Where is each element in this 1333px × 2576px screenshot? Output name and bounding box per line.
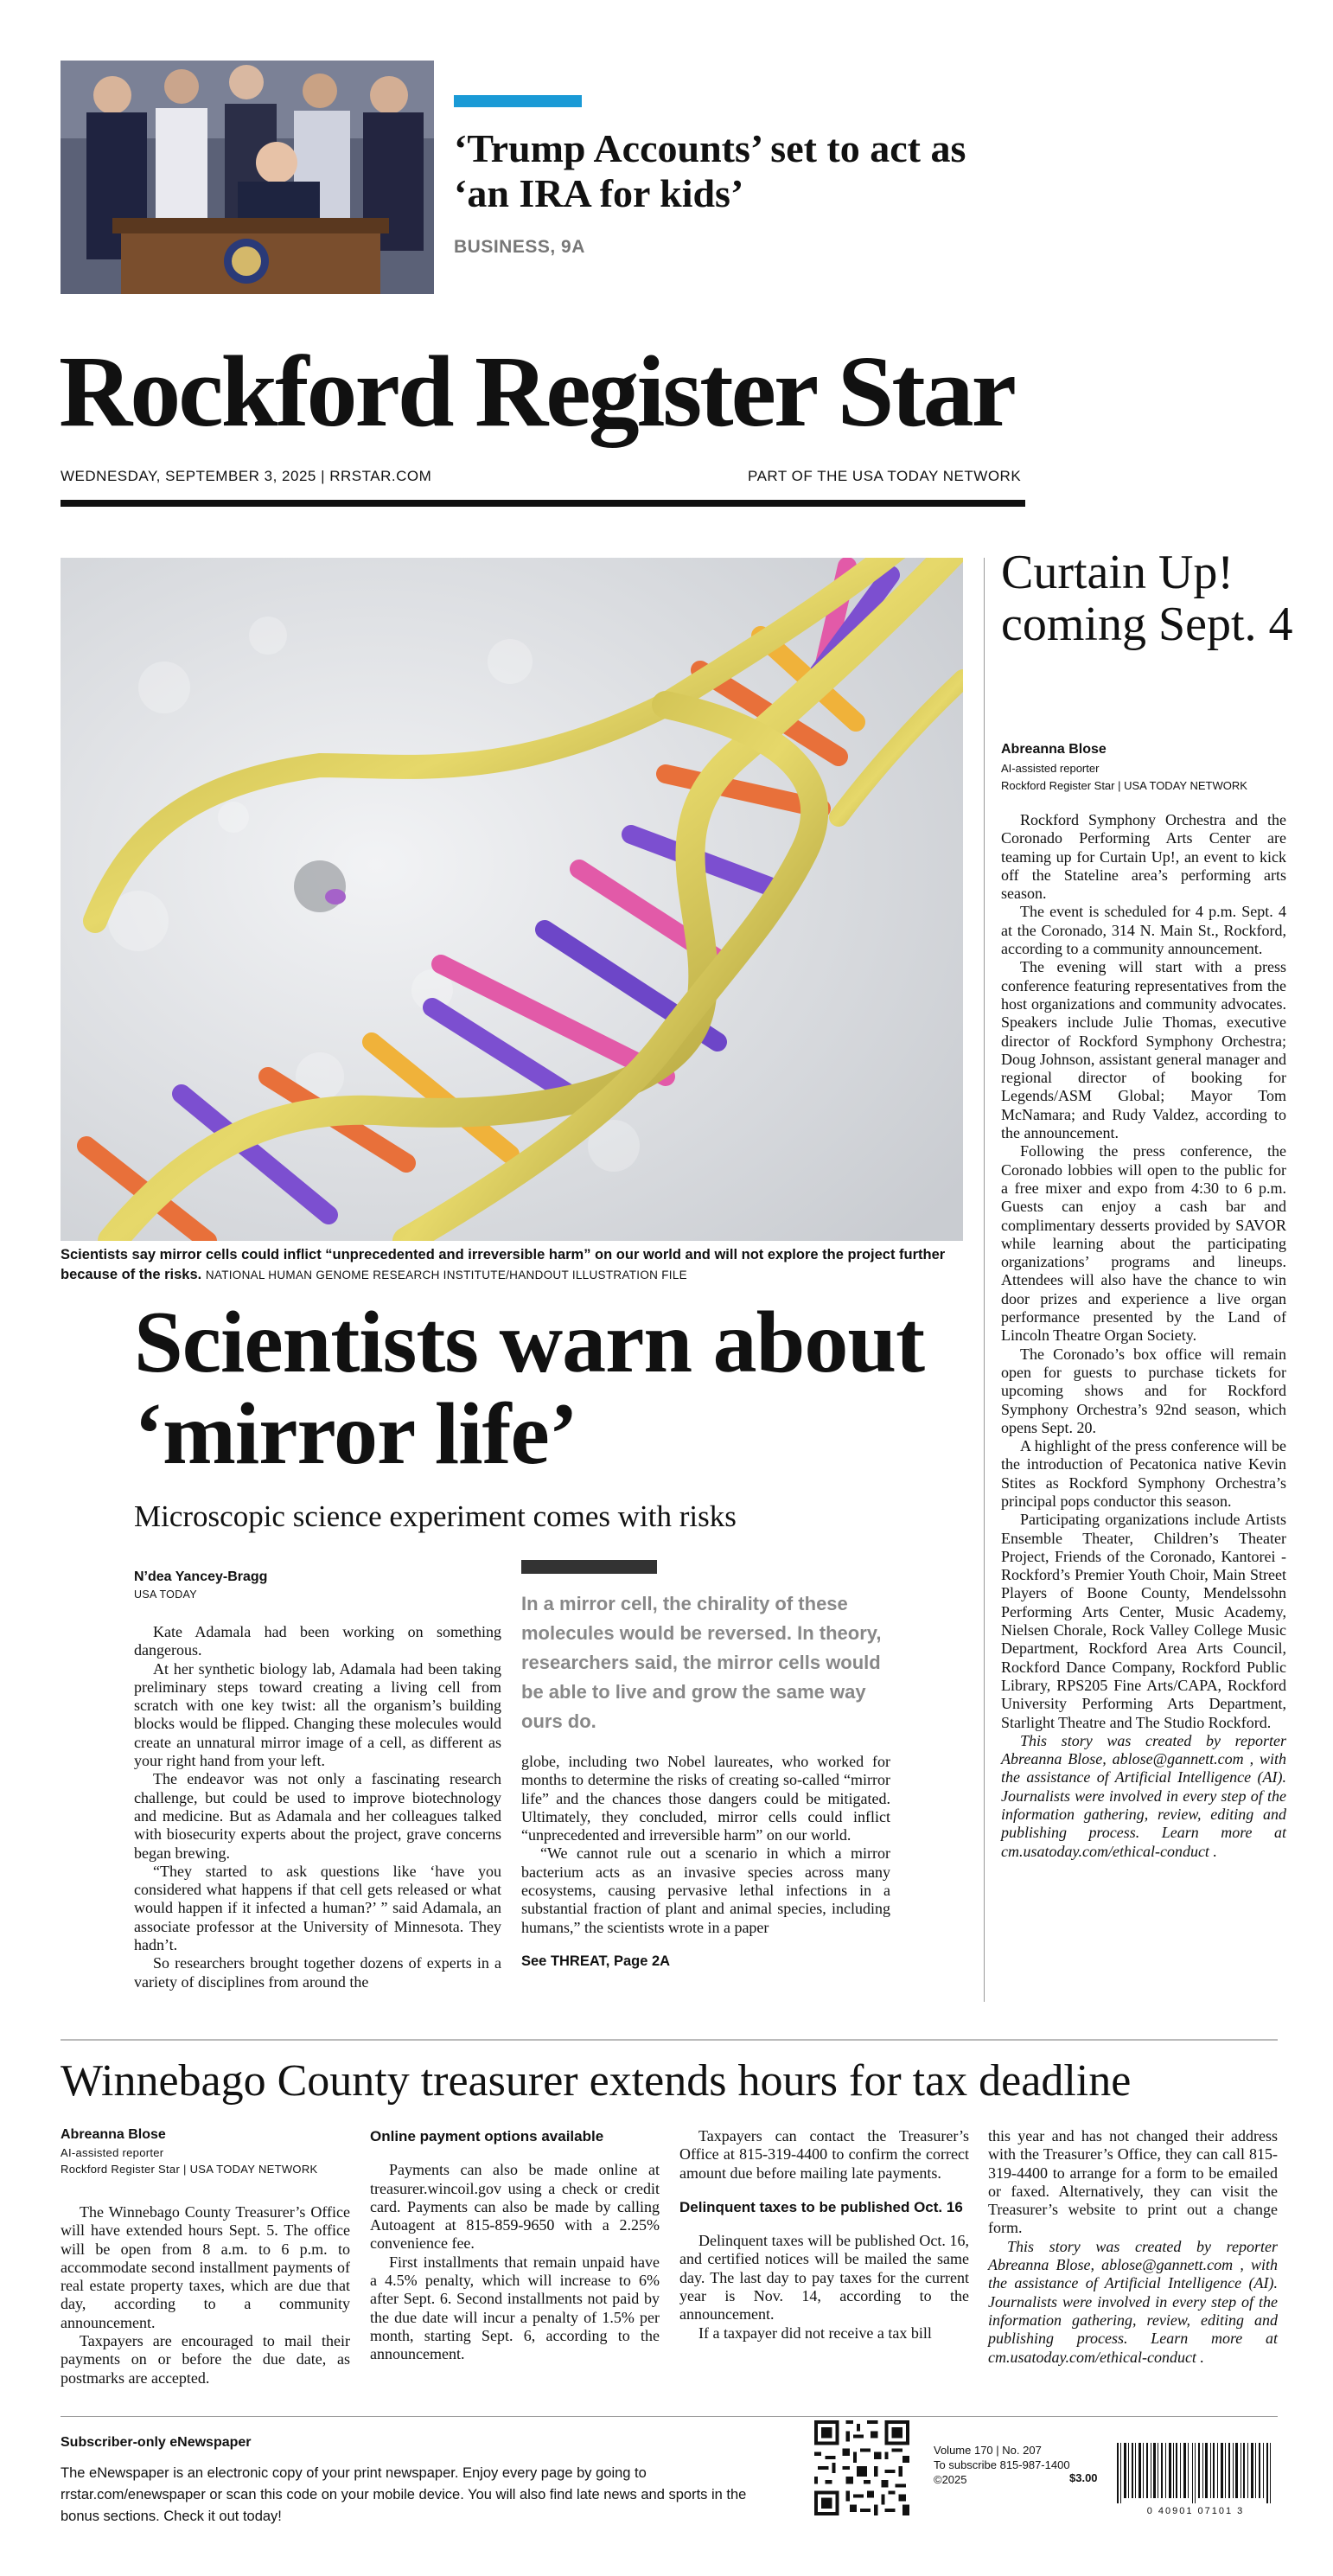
lower-column-2 (370, 2127, 660, 2364)
lower-paragraph: First installments that remain unpaid have a 4.5% penalty, which will increase to 6% after Sept. 6. Second installments not paid by the due date will incur a penalty of 1.5% per month, starting Sept. 6, according to the announcement. (370, 2253, 660, 2363)
network-label: PART OF THE USA TODAY NETWORK (748, 468, 1022, 484)
side-headline[interactable]: Curtain Up! coming Sept. 4 (1001, 546, 1293, 651)
barcode-icon (1113, 2443, 1278, 2516)
side-paragraph: A highlight of the press conference will be the introduction of Pecatonica native Kevin Stites as Rockford Symphony Orchestra’s principal pops conductor this season. (1001, 1437, 1286, 1510)
column-divider (984, 558, 985, 2002)
side-paragraph: The evening will start with a press conference featuring representatives from the host organizations and community advocates. Speakers include Julie Thomas, executive director of Rockford Symphony Orchestra; Doug Johnson, assistant general manager and regional director of booking for Legends/ASM Global; Mayor Tom McNamara; and Rudy Valdez, according to the announcement. (1001, 958, 1286, 1142)
side-byline-name: Abreanna Blose (1001, 742, 1107, 757)
teaser-photo[interactable] (61, 61, 434, 294)
main-photo-caption (61, 1245, 968, 1285)
lower-column-4 (988, 2127, 1278, 2367)
teaser-photo-illustration (61, 61, 434, 294)
photo-credit: NATIONAL HUMAN GENOME RESEARCH INSTITUTE/HANDOUT ILLUSTRATION FILE (205, 1269, 687, 1282)
lower-paragraph: Delinquent taxes will be published Oct. 16, and certified notices will be mailed the same day. The last day to pay taxes for the current year is Nov. 14, according to the announcement. (679, 2232, 969, 2324)
copyright: ©2025 (934, 2473, 967, 2486)
main-paragraph: At her synthetic biology lab, Adamala had been taking preliminary steps toward creating a living cell from scratch with one key twist: all the organism’s building blocks would be flipped. Changing these molecules would create an unnatural mirror image of a cell, as different as your right hand from your left. (134, 1659, 501, 1770)
lower-byline (61, 2127, 350, 2176)
main-paragraph: So researchers brought together dozens of experts in a variety of disciplines from around the (134, 1954, 501, 1991)
barcode-graphic (1113, 2443, 1278, 2503)
lower-byline-name: Abreanna Blose (61, 2127, 166, 2142)
lower-subhead-delinquent: Delinquent taxes to be published Oct. 16 (679, 2198, 963, 2215)
main-paragraph: “They started to ask questions like ‘have you considered what happens if that cell gets released or what would happen if it infected a human?’ ” said Adamala, an associate professor at the University of Minnesota. They hadn’t. (134, 1862, 501, 1954)
lower-headline[interactable]: Winnebago County treasurer extends hours for tax deadline (61, 2056, 1132, 2106)
volume-number: Volume 170 | No. 207 (934, 2444, 1042, 2457)
pull-quote-bar (521, 1560, 657, 1574)
main-headline[interactable]: Scientists warn about ‘mirror life’ (134, 1294, 925, 1483)
side-paragraph: The event is scheduled for 4 p.m. Sept. 4 at the Coronado, 314 N. Main St., Rockford, according to a community announcement. (1001, 903, 1286, 958)
masthead-title: Rockford Register Star (59, 335, 1015, 448)
side-paragraph: Rockford Symphony Orchestra and the Coronado Performing Arts Center are teaming up for Curtain Up!, an event to kick off the Stateline area’s performing arts season. (1001, 811, 1286, 903)
dna-helix-illustration (61, 558, 963, 1241)
lower-paragraph: If a taxpayer did not receive a tax bill (698, 2324, 932, 2342)
main-paragraph: globe, including two Nobel laureates, who worked for months to determine the risks of creating so-called “mirror life” and the chances those dangers could be mitigated. Ultimately, they concluded, mirror cells could inflict “unprecedented and irreversible harm” on our world. (521, 1753, 890, 1844)
main-paragraph: Kate Adamala had been working on something dangerous. (134, 1623, 501, 1659)
footer-rule (61, 2416, 1278, 2417)
main-paragraph: “We cannot rule out a scenario in which a mirror bacterium acts as an invasive species across many ecosystems, causing pervasive lethal infections in a substantial fraction of plant and animal species, including humans,” the scientists wrote in a paper (521, 1844, 890, 1936)
side-byline-role: AI-assisted reporter (1001, 762, 1100, 775)
qr-code-icon[interactable] (811, 2417, 913, 2519)
issue-info (934, 2443, 1070, 2487)
barcode-number: 0 40901 07101 3 (1146, 2506, 1245, 2516)
main-subhead: Microscopic science experiment comes with risks (134, 1499, 737, 1533)
lower-column-1 (61, 2203, 350, 2387)
side-byline-org: Rockford Register Star | USA TODAY NETWORK (1001, 779, 1247, 792)
lower-subhead-online: Online payment options available (370, 2128, 604, 2145)
side-story-body (1001, 811, 1286, 1861)
side-paragraph: Following the press conference, the Coronado lobbies will open to the public for a free mixer and expo from 4:30 to 6 p.m. Guests can enjoy a cash bar and complimentary desserts provided by SAVOR while learning about the participating organizations’ programs and lineups. Attendees will also have the chance to win door prizes and experience a live organ performance presented by the Land of Lincoln Theatre Organ Society. (1001, 1142, 1286, 1345)
lower-byline-org: Rockford Register Star | USA TODAY NETWORK (61, 2163, 318, 2176)
side-disclaimer: This story was created by reporter Abreanna Blose, ablose@gannett.com , with the assistance of Artificial Intelligence (AI). Journalists were involved in every step of the information gathering, review, editing and publishing process. Learn more at cm.usatoday.com/ethical-conduct . (1001, 1731, 1286, 1860)
caption-text: Scientists say mirror cells could inflict “unprecedented and irreversible harm” on our world and will not explore the project further because of the risks. (61, 1247, 946, 1282)
side-paragraph: Participating organizations include Artists Ensemble Theater, Children’s Theater Project, Friends of the Coronado, Kantorei - Rockford’s Premier Youth Choir, Main Street Players of Boone County, Mendelssohn Performing Arts Center, Music Academy, Nielsen Chorale, Rock Valley College Music Department, Rockford Area Arts Council, Rockford Dance Company, Rockford Public Library, RPS205 Fine Arts/CAPA, Rockford University Performing Arts Department, Starlight Theatre and The Studio Rockford. (1001, 1511, 1286, 1731)
lower-paragraph: Taxpayers are encouraged to mail their payments on or before the due date, as postmarks are accepted. (61, 2332, 350, 2387)
main-paragraph: The endeavor was not only a fascinating research challenge, but could be used to improve biotechnology and medicine. But as Adamala and her colleagues talked with biosecurity experts about the project, grave concerns began brewing. (134, 1770, 501, 1862)
masthead-rule (61, 500, 1025, 507)
lower-paragraph: this year and has not changed their address with the Treasurer’s Office, they can call 815-319-4400 to arrange for a form to be emailed or faxed. Alternatively, they can visit the Treasurer’s website to print out a change form. (988, 2127, 1278, 2237)
lower-paragraph: Payments can also be made online at treasurer.wincoil.gov using a check or credit card. Payments can also be made by calling Autoagent at 815-859-9650 with a 2.25% convenience fee. (370, 2161, 660, 2253)
byline-name: N’dea Yancey-Bragg (134, 1569, 268, 1584)
teaser-accent-bar (454, 95, 582, 107)
main-photo[interactable] (61, 558, 963, 1241)
side-paragraph: The Coronado’s box office will remain open for guests to purchase tickets for upcoming shows and for Rockford Symphony Orchestra’s 92nd season, which opens Sept. 20. (1001, 1345, 1286, 1436)
lower-paragraph: Taxpayers can contact the Treasurer’s Office at 815-319-4400 to confirm the correct amount due before mailing late payments. (679, 2127, 969, 2182)
main-story-column-1 (134, 1623, 501, 1991)
main-byline (134, 1569, 267, 1601)
enewspaper-text: The eNewspaper is an electronic copy of your print newspaper. Enjoy every page by going to rrstar.com/enewspaper or scan this code on your mobile device. You will also find late news and sports in the bonus sections. Check it out today! (61, 2465, 747, 2524)
teaser-headline[interactable]: ‘Trump Accounts’ set to act as ‘an IRA for kids’ (454, 126, 966, 215)
byline-org: USA TODAY (134, 1588, 197, 1601)
lower-disclaimer: This story was created by reporter Abreanna Blose, ablose@gannett.com , with the assistance of Artificial Intelligence (AI). Journalists were involved in every step of the information gathering, review, editing and publishing process. Learn more at cm.usatoday.com/ethical-conduct . (988, 2237, 1278, 2366)
jump-link[interactable]: See THREAT, Page 2A (521, 1953, 671, 1969)
dateline: WEDNESDAY, SEPTEMBER 3, 2025 | RRSTAR.COM (61, 468, 432, 484)
enewspaper-title: Subscriber-only eNewspaper (61, 2435, 252, 2450)
lower-byline-role: AI-assisted reporter (61, 2146, 164, 2159)
price: $3.00 (1069, 2471, 1098, 2484)
pull-quote: In a mirror cell, the chirality of these molecules would be reversed. In theory, researchers said, the mirror cells would be able to live and grow the same way ours do. (521, 1593, 882, 1732)
main-story-column-2 (521, 1753, 890, 1971)
subscribe-phone: To subscribe 815-987-1400 (934, 2458, 1070, 2471)
lower-paragraph: The Winnebago County Treasurer’s Office will have extended hours Sept. 5. The office will be open from 8 a.m. to 6 p.m. to accommodate second installment payments of real estate property taxes, which are due that day, according to a community announcement. (61, 2203, 350, 2331)
section-rule (61, 2039, 1278, 2041)
side-byline (1001, 742, 1286, 792)
qr-code-graphic (811, 2417, 913, 2519)
teaser-category[interactable]: BUSINESS, 9A (454, 237, 585, 257)
lower-column-3 (679, 2127, 969, 2343)
